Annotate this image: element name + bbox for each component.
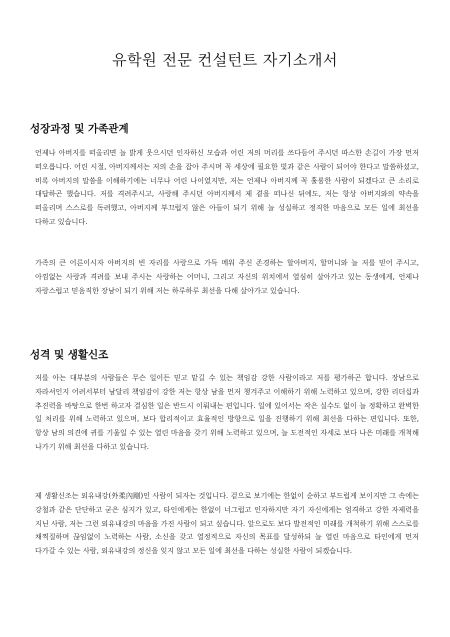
- paragraph-personality-1: 저를 아는 대부분의 사람들은 무슨 일이든 믿고 맡길 수 있는 책임감 강한 사람이라고 저를 평가하곤 합니다. 장남으로 자라셔인지 어려서부터 남달리 책임감이 강한 저는 항상 남을 먼저 챙겨주고 이해하기 위해 노력하고 있으며, 강한 리더십과 추진력을 바탕으로 한번 하고자 결심한 일은 반드시 이뤄내는 편입니다. 일에 있어서는 작은 실수도 없이 늘 정확하고 완벽한 일 처리를 위해 노력하고 있으며, 보다 합리적이고 효율적인 방향으로 일을 진행하기 위해 최선을 다하는 편입니다. 또한, 항상 남의 의견에 귀를 기울일 수 있는 열린 마음을 갖기 위해 노력하고 있으며, 늘 도전적인 자세로 보다 나은 미래를 개척해 나가기 위해 최선을 다하고 있습니다.: [35, 373, 419, 451]
- paragraph-growth-1: 언제나 아버지를 떠올리면 늘 밝게 웃으시던 인자하신 모습과 어린 저의 머리를 쓰다듬어 주시던 따스한 손길이 가장 먼저 떠오릅니다. 어린 시절, 아버지께서는 저의 손을 잡아 주시며 꼭 세상에 필요한 빛과 같은 사람이 되어야 한다고 말씀하셨고, 비록 아버지의 말씀을 이해하기에는 너무나 어린 나이였지만, 저는 언제나 아버지께 꼭 훌륭한 사람이 되겠다고 큰 소리로 대답하곤 했습니다. 저를 격려주시고, 사랑해 주시던 아버지께서 제 곁을 떠나신 뒤에도, 저는 항상 아버지와의 약속을 떠올리며 스스로를 독려했고, 아버지께 부끄럽지 않은 아들이 되기 위해 늘 성실하고 정직한 마음으로 모든 일에 최선을 다하고 있습니다.: [35, 148, 419, 226]
- document-title: 유학원 전문 컨설턴트 자기소개서: [112, 51, 338, 69]
- section-heading-growth-family: 성장과정 및 가족관계: [30, 123, 129, 135]
- paragraph-creed-2: 제 생활신조는 외유내강(外柔內剛)인 사람이 되자는 것입니다. 겉으로 보기에는 한없이 순하고 부드럽게 보이지만 그 속에는 강철과 같은 단단하고 굳은 심지가 있고, 타인에게는 한없이 너그럽고 인자하지만 자기 자신에게는 엄격하고 강한 자제력을 지닌 사람, 저는 그런 외유내강의 마음을 가진 사람이 되고 싶습니다. 앞으로도 보다 발전적인 미래를 개척하기 위해 스스로를 채찍질하며 끊임없이 노력하는 사람, 소신을 갖고 열정적으로 자신의 목표를 달성하되 늘 열린 마음으로 타인에게 먼저 다가갈 수 있는 사람, 외유내강의 정신을 잊지 않고 모든 일에 최선을 다하는 성실한 사람이 되겠습니다.: [35, 491, 419, 556]
- paragraph-growth-2: 가족의 큰 어른이시자 아버지의 빈 자리를 사랑으로 가득 메워 주신 존경하는 할아버지, 할머니와 늘 저를 믿어 주시고, 아낌없는 사랑과 격려를 보내 주시는 사랑하는 어머니, 그리고 자신의 위치에서 열심히 살아가고 있는 동생에게, 언제나 자랑스럽고 믿음직한 장남이 되기 위해 저는 하루하루 최선을 다해 살아가고 있습니다.: [35, 258, 419, 295]
- section-heading-personality-creed: 성격 및 생활신조: [30, 349, 109, 361]
